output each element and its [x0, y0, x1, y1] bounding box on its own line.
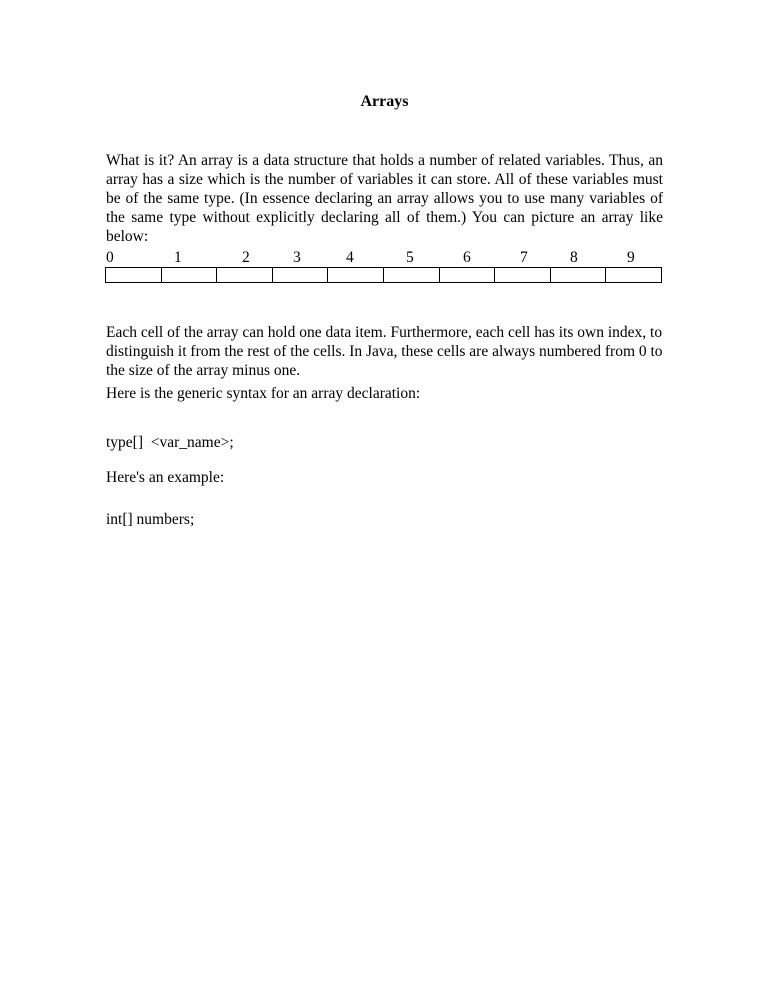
array-index-label: 3: [293, 249, 301, 266]
array-cell: [328, 268, 384, 282]
array-cell: [495, 268, 551, 282]
array-cell: [440, 268, 496, 282]
array-index-label: 5: [406, 249, 414, 266]
array-cell: [273, 268, 329, 282]
array-index-label: 4: [346, 249, 354, 266]
array-index-label: 9: [627, 249, 635, 266]
syntax-line: type[] <var_name>;: [106, 434, 234, 451]
intro-paragraph: What is it? An array is a data structure that holds a number of related variables. Thus, an array has a size which is the number of variables it can store. All of these variables must be of the same type. (In essence declaring an array allows you to use many variables of the same type without explicitly declaring all of them.) You can picture an array like below:: [106, 152, 663, 245]
array-index-label: 6: [463, 249, 471, 266]
array-cell: [384, 268, 440, 282]
page-title: Arrays: [360, 93, 409, 110]
array-index-label: 7: [520, 249, 528, 266]
array-index-label: 0: [106, 249, 114, 266]
array-cell: [551, 268, 607, 282]
array-cell: [162, 268, 218, 282]
array-index-row: [106, 249, 663, 267]
array-cell: [106, 268, 162, 282]
array-cells: [105, 267, 662, 283]
array-index-label: 2: [242, 249, 250, 266]
array-index-label: 8: [570, 249, 578, 266]
example-intro-paragraph: Here's an example:: [106, 469, 225, 486]
example-code-line: int[] numbers;: [106, 511, 195, 528]
array-index-label: 1: [174, 249, 182, 266]
array-cell: [606, 268, 661, 282]
array-cell: [217, 268, 273, 282]
cells-paragraph: Each cell of the array can hold one data item. Furthermore, each cell has its own index, to distinguish it from the rest of the cells. In Java, these cells are always numbered from 0 to the size of the array minus one.: [106, 324, 663, 379]
syntax-intro-paragraph: Here is the generic syntax for an array declaration:: [106, 385, 421, 402]
